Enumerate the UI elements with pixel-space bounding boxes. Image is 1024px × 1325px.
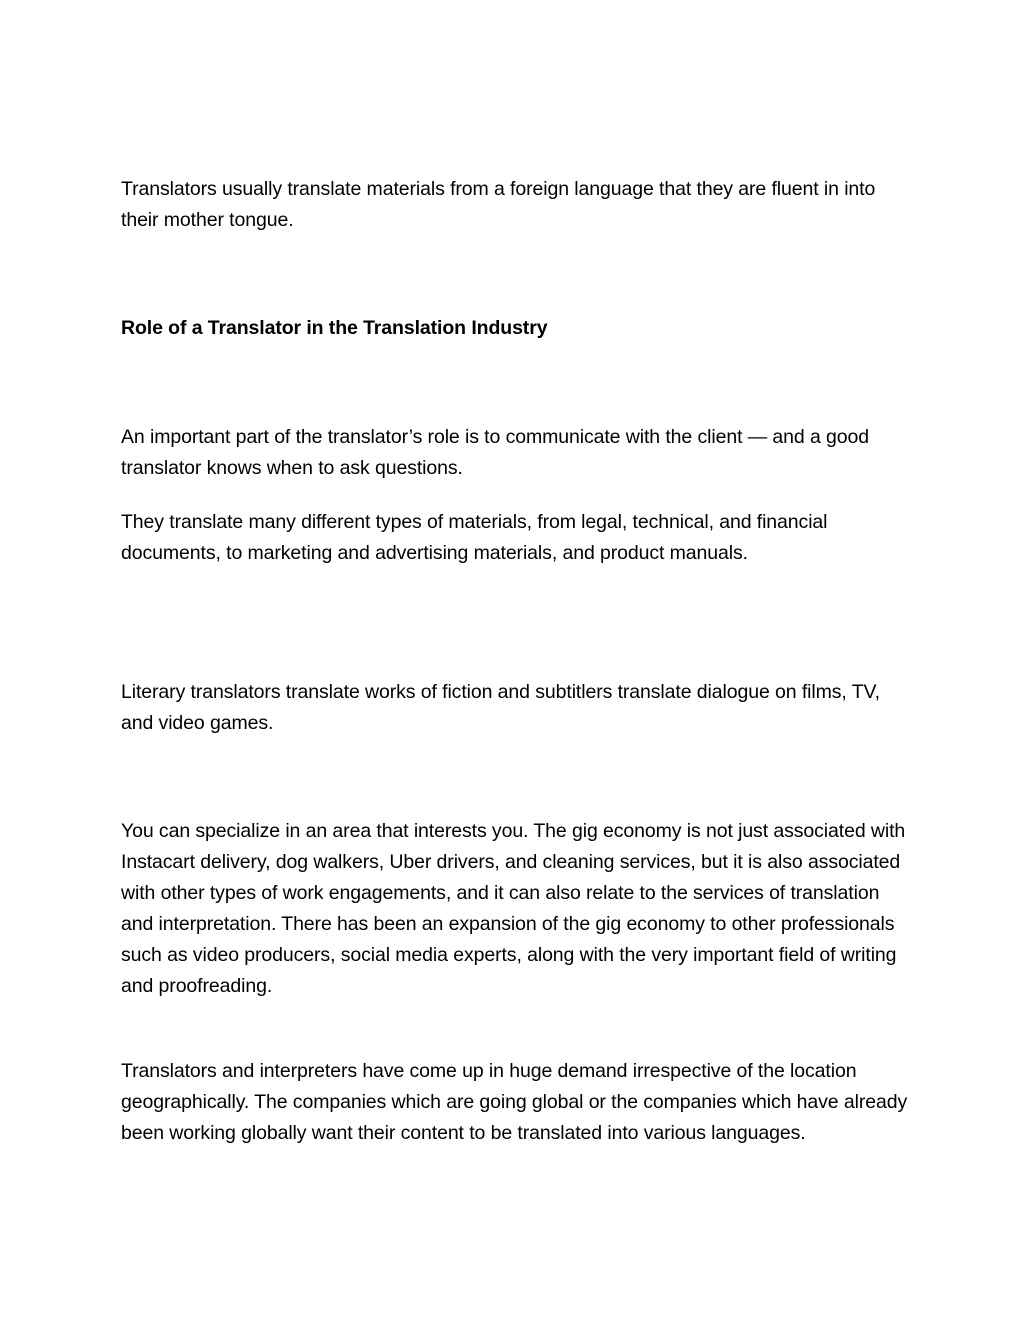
paragraph-communication: An important part of the translator’s role is to communicate with the client — and a good translator knows when to ask questions. — [121, 426, 870, 479]
paragraph-material-types: They translate many different types of materials, from legal, technical, and financial documents, to marketing and advertising materials, and product manuals. — [121, 511, 828, 564]
paragraph-demand: Translators and interpreters have come up in huge demand irrespective of the location geographically. The companies which are going global or the companies which have already been working globally want their content to be translated into various languages. — [121, 1060, 908, 1144]
section-heading: Role of a Translator in the Translation Industry — [121, 317, 548, 339]
paragraph-intro: Translators usually translate materials from a foreign language that they are fluent in into their mother tongue. — [121, 178, 876, 231]
paragraph-gig-economy: You can specialize in an area that interests you. The gig economy is not just associated with Instacart delivery, dog walkers, Uber drivers, and cleaning services, but it is also associated with other types of work engagements, and it can also relate to the services of translation and interpretation. There has been an expansion of the gig economy to other professionals such as video producers, social media experts, along with the very important field of writing and proofreading. — [121, 820, 906, 997]
paragraph-literary: Literary translators translate works of fiction and subtitlers translate dialogue on films, TV, and video games. — [121, 681, 880, 734]
